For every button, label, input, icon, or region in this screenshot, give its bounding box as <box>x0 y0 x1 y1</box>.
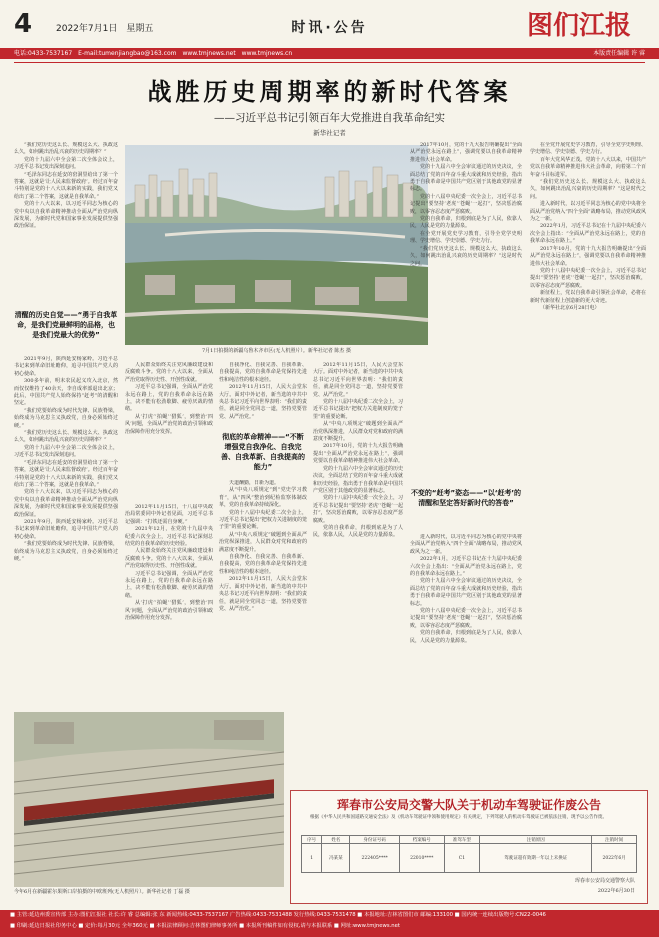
article-headline: 战胜历史周期率的新时代答案 <box>147 78 512 106</box>
article-column-5b: 进入新时代，以习近平同志为核心的党中央将全面从严治党纳入“四个全面”战略布局，推动党风政风为之一新。 2022年1月，习近平总书记在十九届中央纪委六次全会上指出：“全面从严治党永远在路上，党的自我革命永远在路上。” 党的十九届六中全会审议通过的历史决议，全面总结了党的百年奋斗重大成就和历史经验，指出勇于自我革命是中国共产党区别于其他政党的显著标志。 党的十八届中央纪委一次全会上，习近平总书记提出“要坚持‘老虎’‘苍蝇’一起打”，坚决惩治腐败，以零容忍态度严惩腐败。 党的自我革命，归根到底是为了人民，依靠人民，人民是党的力量源泉。 <box>410 534 522 644</box>
article-column-5: 2017年10月，党的十九大报告明确提出“全面从严治党永远在路上”，强调党要以自我革命精神推进伟大社会革命。 党的十九届六中全会审议通过的历史决议，全面总结了党的百年奋斗重大成就和历史经验，指出勇于自我革命是中国共产党区别于其他政党的显著标志。 党的十八届中央纪委一次全会上，习近平总书记提出“要坚持‘老虎’‘苍蝇’一起打”，坚决惩治腐败，以零容忍态度严惩腐败。 党的自我革命，归根到底是为了人民，依靠人民，人民是党的力量源泉。 在全党开展党史学习教育，引导全党学史明理、学史增信、学史崇德、学史力行。 “我们党历史这么长、规模这么大、执政这么久，如何跳出治乱兴衰的历史周期率？”这是时代之问。 <box>410 142 522 267</box>
header-divider <box>14 62 645 63</box>
section-heading-2: 彻底的革命精神——“不断增强党自我净化、自我完善、自我革新、自我提高的能力” <box>221 433 305 471</box>
article-column-2b: 2012年11月15日，十八届中央政治局常委同中外记者见面，习近平总书记强调：“打铁还需自身硬。” 2021年12月，在党的十九届中央纪委六次全会上，习近平总书记深刻总结党的自我革命的历史经验。 人民群众始终关注党风廉政建设和反腐败斗争。党的十八大以来，全面从严治党取得历史性、开创性成就。 习近平总书记强调，全面从严治党永远在路上，党的自我革命永远在路上，决不能有松劲歇脚、疲劳厌战的情绪。 从‘打虎’‘拍蝇’‘猎狐’，到整治‘四风’问题，全面从严治党的政治引领和政治保障作用充分发挥。 <box>125 504 213 622</box>
city-aerial-photo <box>125 145 428 345</box>
article-subhead: ——习近平总书记引领百年大党推进自我革命纪实 <box>214 112 445 124</box>
page-number: 4 <box>14 9 33 39</box>
footer-line-2: ■ 印刷:延边日报社印务中心 ■ 定价:每月30元 全年360元 ■ 本报法律顾问:吉林图们律师事务所 ■ 本报所刊稿件如有侵权,请与本报联系 ■ 网址:www.tmjnews.net <box>10 923 400 929</box>
train-photo <box>14 712 284 887</box>
notice-date: 2022年6月30日 <box>597 888 635 894</box>
svg-text:图们江报: 图们江报 <box>526 11 632 41</box>
driver-license-void-notice <box>290 790 648 904</box>
table-row: 1 冯某某 222405**** 22010**** C1 驾驶证超有效期一年以上未换证 2022年6月 <box>302 844 637 873</box>
photo-caption-1: 7月1日拍摄的新疆乌鲁木齐市区(无人机照片）。新华社记者 陈杰 摄 <box>202 348 351 354</box>
notice-title: 珲春市公安局交警大队关于机动车驾驶证作废公告 <box>336 798 601 812</box>
contact-info: 电话:0433-7537167 E-mail:tumenjiangbao@163.com www.tmjnews.net www.tmjnews.cn <box>14 50 293 57</box>
photo-caption-2: 今年6月在新疆霍尔果斯口岸拍摄的中欧班列(无人机照片）。新华社记者 丁磊 摄 <box>14 889 190 895</box>
article-byline: 新华社记者 <box>313 129 346 137</box>
notice-text: 根据《中华人民共和国道路交通安全法》及《机动车驾驶证申领和使用规定》有关规定，下列驾驶人的机动车驾驶证已被依法注销，现予以公告作废。 <box>310 815 607 820</box>
notice-table: 序号 姓名 身份证号码 档案编号 准驾车型 注销原因 注销时间 1 冯某某 222405**** 22010**** C1 驾驶证超有效期一年以上未换证 2022年6月 <box>301 835 637 873</box>
header-info-bar <box>0 48 659 59</box>
article-column-3b: 天道酬勤，日新为道。 从“中央八项规定”到“党史学习教育”，从“四风”整治到纪检监察体制改革，党的自我革命持续深化。 党的十八届中央纪委二次全会上，习近平总书记提出“把权力关进制度的笼子里”的重要论断。 从“中央八项规定”破题到全面从严治党纵深推进，人民群众对党和政府的满意度不断提升。 自我净化、自我完善、自我革新、自我提高，党的自我革命是党保持先进性和纯洁性的根本途径。 2012年11月15日，人民大会堂东大厅。面对中外记者，新当选的中共中央总书记习近平向世界表明：“我们的责任，就是同全党同志一道，坚持党要管党、从严治党。” <box>219 480 307 612</box>
section-heading-3: 不变的“赶考”姿态——“以‘赶考’的清醒和坚定答好新时代的答卷” <box>410 489 522 507</box>
masthead <box>0 0 659 60</box>
article-column-2: 人民群众始终关注党风廉政建设和反腐败斗争。党的十八大以来，全面从严治党取得历史性、开创性成就。 习近平总书记强调，全面从严治党永远在路上，党的自我革命永远在路上，决不能有松劲歇脚、疲劳厌战的情绪。 从‘打虎’‘拍蝇’‘猎狐’，到整治‘四风’问题，全面从严治党的政治引领和政治保障作用充分发挥。 <box>125 362 213 435</box>
page-editor: 本版责任编辑 许 睿 <box>593 50 645 57</box>
article-column-1b: 2021年9月，陕西延安杨家岭。习近平总书记来到革命旧址瞻仰，追寻中国共产党人的初心使命。 300多年前，明末农民起义攻入北京，然而仅仅维持了40余天，李自成率部退出北京；此后，中国共产党人始终保持“赶考”的清醒和坚定。 “我们党要始终成为时代先锋、民族脊梁，始终成为马克思主义执政党，自身必须始终过硬。” “我们党历史这么长、规模这么大、执政这么久，如何跳出治乱兴衰的历史周期率？” 党的十九届六中全会第二次全体会议上，习近平总书记发出深刻追问。 “毛泽东同志在延安的窑洞里给出了第一个答案，这就是‘让人民来监督政府’。经过百年奋斗特别是党的十八大以来新的实践，我们党又给出了第二个答案，这就是自我革命。” 党的十八大以来，以习近平同志为核心的党中央以自我革命精神推动全面从严治党向纵深发展，为新时代党和国家事业发展提供坚强政治保证。 2021年9月，陕西延安杨家岭。习近平总书记来到革命旧址瞻仰，追寻中国共产党人的初心使命。 “我们党要始终成为时代先锋、民族脊梁，始终成为马克思主义执政党，自身必须始终过硬。” <box>14 356 118 562</box>
article-column-1: “我们党历史这么长、规模这么大、执政这么久，如何跳出治乱兴衰的历史周期率？” 党的十九届六中全会第二次全体会议上，习近平总书记发出深刻追问。 “毛泽东同志在延安的窑洞里给出了第一个答案，这就是‘让人民来监督政府’。经过百年奋斗特别是党的十八大以来新的实践，我们党又给出了第二个答案，这就是自我革命。” 党的十八大以来，以习近平同志为核心的党中央以自我革命精神推动全面从严治党向纵深发展，为新时代党和国家事业发展提供坚强政治保证。 <box>14 142 118 230</box>
footer-line-1: ■ 主管:延边州委宣传部 主办:图们江报社 社长:许 睿 总编辑:张 东 新闻热线:0433-7537167 广告热线:0433-7531488 发行热线:0433-7531478 ■ 本报地址:吉林省图们市 邮编:133100 ■ 国内统一连续出版物号:CN22-0046 <box>10 912 546 918</box>
article-column-4: 2012年11月15日，人民大会堂东大厅。面对中外记者，新当选的中共中央总书记习近平向世界表明：“我们的责任，就是同全党同志一道，坚持党要管党、从严治党。” 党的十八届中央纪委二次全会上，习近平总书记提出“把权力关进制度的笼子里”的重要论断。 从“中央八项规定”破题到全面从严治党纵深推进，人民群众对党和政府的满意度不断提升。 2017年10月，党的十九大报告明确提出“全面从严治党永远在路上”，强调党要以自我革命精神推进伟大社会革命。 党的十九届六中全会审议通过的历史决议，全面总结了党的百年奋斗重大成就和历史经验，指出勇于自我革命是中国共产党区别于其他政党的显著标志。 党的十八届中央纪委一次全会上，习近平总书记提出“要坚持‘老虎’‘苍蝇’一起打”，坚决惩治腐败，以零容忍态度严惩腐败。 党的自我革命，归根到底是为了人民，依靠人民，人民是党的力量源泉。 <box>313 362 403 539</box>
article-column-6: 在全党开展党史学习教育，引导全党学史明理、学史增信、学史崇德、学史力行。 百年大党风华正茂。党的十八大以来，中国共产党以自我革命精神推进伟大社会革命，向着第二个百年奋斗目标进军。 “我们党历史这么长、规模这么大、执政这么久，如何跳出治乱兴衰的历史周期率？”这是时代之问。 进入新时代，以习近平同志为核心的党中央将全面从严治党纳入“四个全面”战略布局，推动党风政风为之一新。 2022年1月，习近平总书记在十九届中央纪委六次全会上指出：“全面从严治党永远在路上，党的自我革命永远在路上。” 2017年10月，党的十九大报告明确提出“全面从严治党永远在路上”，强调党要以自我革命精神推进伟大社会革命。 党的十八届中央纪委一次全会上，习近平总书记提出“要坚持‘老虎’‘苍蝇’一起打”，坚决惩治腐败，以零容忍态度严惩腐败。 新征程上，党以自我革命引领社会革命，必将在新时代新征程上创造新的更大奇迹。 （新华社北京6月28日电） <box>530 142 646 311</box>
section-title: 时讯·公告 <box>291 20 368 36</box>
newspaper-logo <box>513 6 645 42</box>
notice-signature: 珲春市公安局交通警察大队 <box>574 878 635 884</box>
section-heading-1: 清醒的历史自觉——“勇于自我革命，是我们党最鲜明的品格，也是我们党最大的优势” <box>14 311 118 339</box>
article-column-3: 自我净化、自我完善、自我革新、自我提高，党的自我革命是党保持先进性和纯洁性的根本途径。 2012年11月15日，人民大会堂东大厅。面对中外记者，新当选的中共中央总书记习近平向世界表明：“我们的责任，就是同全党同志一道，坚持党要管党、从严治党。” <box>219 362 307 420</box>
issue-date: 2022年7月1日 星期五 <box>56 24 154 34</box>
footer-bar <box>0 910 659 937</box>
